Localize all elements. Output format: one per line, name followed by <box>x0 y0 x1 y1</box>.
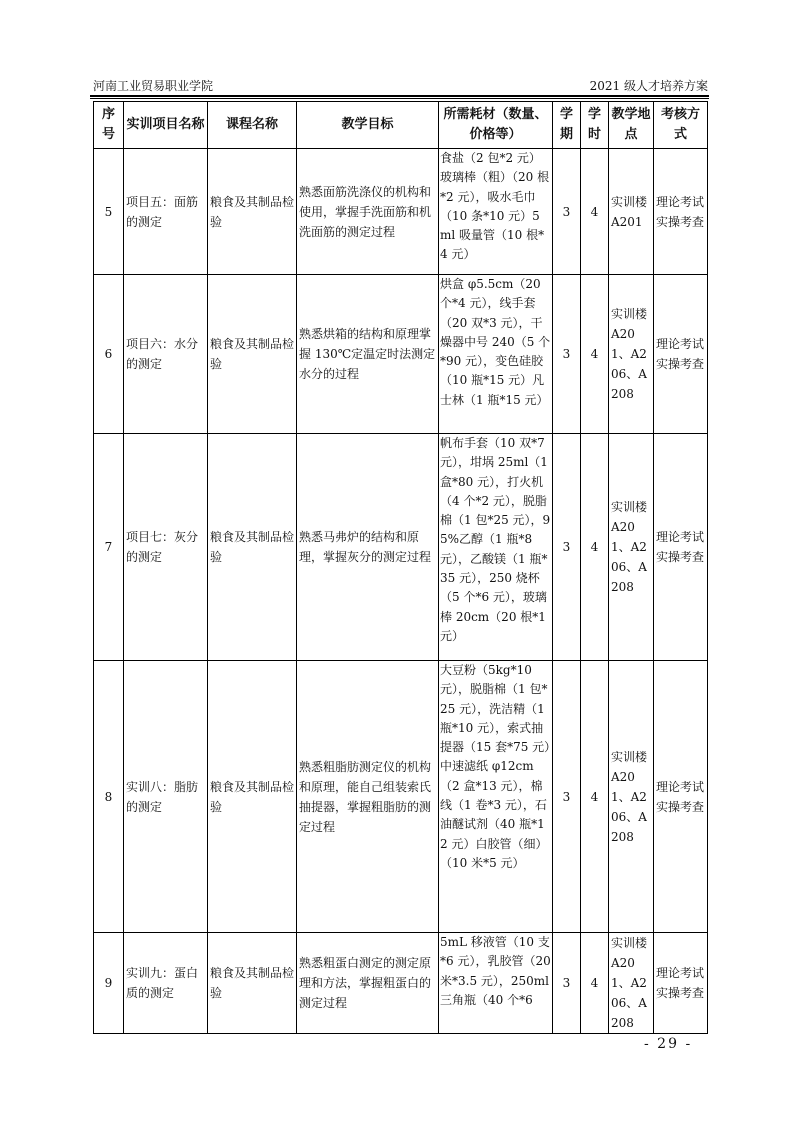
cell-materials: 5mL 移液管（10 支*6 元），乳胶管（20 米*3.5 元），250ml 三角瓶（40 个*6 <box>439 933 553 1034</box>
col-header-course: 课程名称 <box>208 102 297 149</box>
cell-project: 实训九：蛋白质的测定 <box>124 933 208 1034</box>
cell-no: 5 <box>94 149 124 275</box>
cell-project: 项目六：水分的测定 <box>124 275 208 434</box>
cell-term: 3 <box>553 661 581 933</box>
cell-goal: 熟悉粗蛋白测定的测定原理和方法，掌握粗蛋白的测定过程 <box>297 933 439 1034</box>
table-row <box>94 661 708 933</box>
cell-goal: 熟悉粗脂肪测定仪的机构和原理，能自己组装索氏抽提器，掌握粗脂肪的测定过程 <box>297 661 439 933</box>
header-institution: 河南工业贸易职业学院 <box>93 79 214 93</box>
cell-place: 实训楼A201 <box>609 149 654 275</box>
cell-materials: 帆布手套（10 双*7 元），坩埚 25ml（1 盒*80 元），打火机（4 个*2 元），脱脂棉（1 包*25 元），95%乙醇（1 瓶*8 元），乙酸镁（1 瓶*35 元），250 烧杯（5 个*6 元），玻璃棒 20cm（20 根*1 元） <box>439 434 553 661</box>
col-header-project: 实训项目名称 <box>124 102 208 149</box>
cell-hours: 4 <box>581 933 609 1034</box>
cell-term: 3 <box>553 434 581 661</box>
table-header-row <box>94 102 708 149</box>
page-number: - 29 - <box>644 1036 693 1052</box>
cell-place: 实训楼A201、A206、A208 <box>609 661 654 933</box>
cell-place: 实训楼A201、A206、A208 <box>609 434 654 661</box>
cell-materials: 大豆粉（5kg*10 元），脱脂棉（1 包*25 元），洗洁精（1 瓶*10 元），索式抽提器（15 套*75 元）中速滤纸 φ12cm（2 盒*13 元），棉线（1 卷*3 元），石油醚试剂（40 瓶*12 元）白胶管（细）（10 米*5 元） <box>439 661 553 933</box>
cell-assess: 理论考试实操考查 <box>654 933 708 1034</box>
cell-assess: 理论考试实操考查 <box>654 149 708 275</box>
col-header-no: 序号 <box>94 102 124 149</box>
col-header-hours: 学时 <box>581 102 609 149</box>
header-rule-thick <box>90 95 709 97</box>
cell-course: 粮食及其制品检验 <box>208 661 297 933</box>
table-row <box>94 933 708 1034</box>
cell-place: 实训楼A201、A206、A208 <box>609 275 654 434</box>
cell-project: 项目五：面筋的测定 <box>124 149 208 275</box>
cell-term: 3 <box>553 275 581 434</box>
cell-hours: 4 <box>581 434 609 661</box>
header-rule-thin <box>90 98 709 99</box>
col-header-place: 教学地点 <box>609 102 654 149</box>
cell-goal: 熟悉面筋洗涤仪的机构和使用，掌握手洗面筋和机洗面筋的测定过程 <box>297 149 439 275</box>
cell-course: 粮食及其制品检验 <box>208 275 297 434</box>
cell-term: 3 <box>553 149 581 275</box>
training-table <box>93 101 708 1034</box>
cell-goal: 熟悉马弗炉的结构和原理，掌握灰分的测定过程 <box>297 434 439 661</box>
cell-hours: 4 <box>581 661 609 933</box>
table-row <box>94 434 708 661</box>
running-header <box>93 78 708 94</box>
cell-term: 3 <box>553 933 581 1034</box>
col-header-assess: 考核方式 <box>654 102 708 149</box>
cell-place: 实训楼A201、A206、A208 <box>609 933 654 1034</box>
cell-no: 9 <box>94 933 124 1034</box>
cell-assess: 理论考试实操考查 <box>654 275 708 434</box>
cell-course: 粮食及其制品检验 <box>208 149 297 275</box>
cell-project: 项目七：灰分的测定 <box>124 434 208 661</box>
cell-materials: 烘盒 φ5.5cm（20 个*4 元），线手套（20 双*3 元），干燥器中号 240（5 个*90 元），变色硅胶（10 瓶*15 元）凡士林（1 瓶*15 元） <box>439 275 553 434</box>
col-header-term: 学期 <box>553 102 581 149</box>
cell-no: 7 <box>94 434 124 661</box>
header-doc-title: 2021 级人才培养方案 <box>589 79 708 93</box>
cell-materials: 食盐（2 包*2 元）玻璃棒（粗）（20 根*2 元），吸水毛巾（10 条*10 元）5ml 吸量管（10 根*4 元） <box>439 149 553 275</box>
cell-course: 粮食及其制品检验 <box>208 434 297 661</box>
cell-assess: 理论考试实操考查 <box>654 661 708 933</box>
cell-hours: 4 <box>581 275 609 434</box>
cell-assess: 理论考试实操考查 <box>654 434 708 661</box>
col-header-goal: 教学目标 <box>297 102 439 149</box>
table-row <box>94 149 708 275</box>
col-header-materials: 所需耗材（数量、价格等） <box>439 102 553 149</box>
cell-no: 8 <box>94 661 124 933</box>
cell-no: 6 <box>94 275 124 434</box>
cell-project: 实训八：脂肪的测定 <box>124 661 208 933</box>
cell-goal: 熟悉烘箱的结构和原理掌握 130℃定温定时法测定水分的过程 <box>297 275 439 434</box>
cell-course: 粮食及其制品检验 <box>208 933 297 1034</box>
cell-hours: 4 <box>581 149 609 275</box>
table-row <box>94 275 708 434</box>
